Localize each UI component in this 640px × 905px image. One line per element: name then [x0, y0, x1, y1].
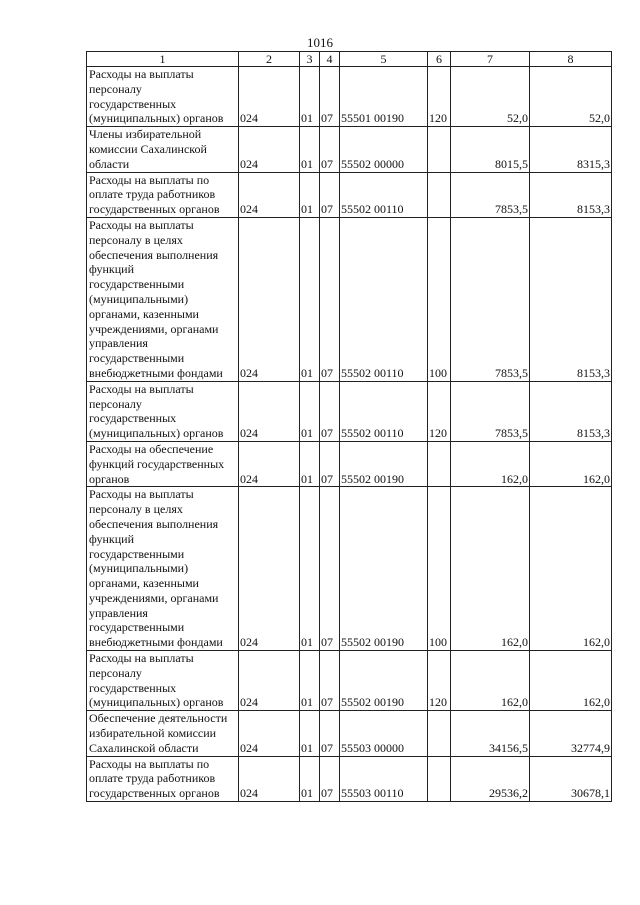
target-article-cell: 55502 00000	[340, 127, 428, 172]
amount-year1-cell: 7853,5	[451, 217, 530, 381]
table-row	[87, 651, 612, 711]
expense-name-line: Расходы на выплаты по	[89, 172, 210, 187]
expense-name-line: Расходы на выплаты	[89, 651, 194, 666]
expense-name-line: функций	[89, 531, 134, 546]
column-header: 5	[340, 52, 428, 67]
subsection-code-cell: 07	[320, 217, 340, 381]
expense-type-cell: 120	[428, 67, 451, 127]
section-code-cell: 01	[300, 127, 320, 172]
subsection-code-cell: 07	[320, 172, 340, 217]
expense-name-cell	[87, 711, 239, 756]
column-header: 4	[320, 52, 340, 67]
amount-year1-cell: 7853,5	[451, 172, 530, 217]
table-row	[87, 381, 612, 441]
amount-year2-cell: 8153,3	[530, 217, 612, 381]
expense-name-line: государственными	[89, 351, 185, 366]
expense-name-line: персоналу	[89, 81, 142, 96]
target-article-cell: 55503 00110	[340, 756, 428, 801]
expense-name-line: оплате труда работников	[89, 187, 216, 202]
target-article-cell: 55503 00000	[340, 711, 428, 756]
amount-year1-cell: 29536,2	[451, 756, 530, 801]
amount-year1-cell: 34156,5	[451, 711, 530, 756]
expense-type-cell	[428, 756, 451, 801]
expense-type-cell	[428, 172, 451, 217]
table-row	[87, 487, 612, 651]
expense-name-line: (муниципальных) органов	[89, 695, 224, 710]
expense-type-cell: 100	[428, 217, 451, 381]
ministry-code-cell: 024	[239, 127, 300, 172]
target-article-cell: 55501 00190	[340, 67, 428, 127]
expense-name-line: обеспечения выполнения	[89, 516, 219, 531]
expense-name-line: внебюджетными фондами	[89, 635, 223, 650]
amount-year2-cell: 162,0	[530, 651, 612, 711]
column-header: 6	[428, 52, 451, 67]
expense-name-line: избирательной комиссии	[89, 726, 217, 741]
expense-name-line: государственных	[89, 411, 177, 426]
table-row	[87, 127, 612, 172]
expense-name-line: Члены избирательной	[89, 127, 202, 142]
expense-name-line: внебюджетными фондами	[89, 365, 223, 380]
section-code-cell: 01	[300, 172, 320, 217]
budget-table	[86, 51, 612, 802]
expense-name-line: органами, казенными	[89, 306, 199, 321]
expense-name-cell	[87, 217, 239, 381]
ministry-code-cell: 024	[239, 381, 300, 441]
expense-name-line: Сахалинской области	[89, 740, 199, 755]
expense-name-line: управления	[89, 336, 148, 351]
ministry-code-cell: 024	[239, 441, 300, 486]
table-body	[87, 67, 612, 802]
expense-type-cell: 120	[428, 651, 451, 711]
expense-type-cell	[428, 711, 451, 756]
page-number: 1016	[307, 35, 333, 50]
expense-name-line: государственными	[89, 620, 185, 635]
expense-name-cell	[87, 487, 239, 651]
section-code-cell: 01	[300, 711, 320, 756]
expense-name-line: комиссии Сахалинской	[89, 141, 207, 156]
expense-name-line: Расходы на выплаты по	[89, 756, 210, 771]
amount-year2-cell: 162,0	[530, 441, 612, 486]
expense-name-line: государственными	[89, 277, 185, 292]
expense-name-line: (муниципальных) органов	[89, 426, 224, 441]
column-header: 3	[300, 52, 320, 67]
ministry-code-cell: 024	[239, 651, 300, 711]
expense-type-cell: 100	[428, 487, 451, 651]
expense-name-line: персоналу	[89, 665, 142, 680]
expense-name-line: (муниципальными)	[89, 561, 189, 576]
table-row	[87, 172, 612, 217]
target-article-cell: 55502 00110	[340, 172, 428, 217]
subsection-code-cell: 07	[320, 127, 340, 172]
ministry-code-cell: 024	[239, 487, 300, 651]
ministry-code-cell: 024	[239, 67, 300, 127]
target-article-cell: 55502 00190	[340, 441, 428, 486]
amount-year2-cell: 162,0	[530, 487, 612, 651]
target-article-cell: 55502 00110	[340, 217, 428, 381]
expense-name-line: государственными	[89, 546, 185, 561]
amount-year2-cell: 32774,9	[530, 711, 612, 756]
amount-year2-cell: 52,0	[530, 67, 612, 127]
expense-name-cell	[87, 67, 239, 127]
amount-year1-cell: 162,0	[451, 651, 530, 711]
subsection-code-cell: 07	[320, 651, 340, 711]
section-code-cell: 01	[300, 381, 320, 441]
section-code-cell: 01	[300, 217, 320, 381]
table-row	[87, 711, 612, 756]
amount-year1-cell: 52,0	[451, 67, 530, 127]
subsection-code-cell: 07	[320, 441, 340, 486]
expense-name-line: органами, казенными	[89, 576, 199, 591]
column-header: 8	[530, 52, 612, 67]
expense-name-line: оплате труда работников	[89, 771, 216, 786]
amount-year2-cell: 8315,3	[530, 127, 612, 172]
table-row	[87, 67, 612, 127]
column-header: 7	[451, 52, 530, 67]
amount-year2-cell: 30678,1	[530, 756, 612, 801]
subsection-code-cell: 07	[320, 711, 340, 756]
expense-name-cell	[87, 756, 239, 801]
expense-name-line: государственных органов	[89, 786, 220, 801]
expense-name-line: персоналу в целях	[89, 502, 183, 517]
expense-name-cell	[87, 381, 239, 441]
target-article-cell: 55502 00110	[340, 381, 428, 441]
section-code-cell: 01	[300, 651, 320, 711]
expense-name-line: государственных органов	[89, 202, 220, 217]
amount-year1-cell: 162,0	[451, 441, 530, 486]
expense-name-line: органов	[89, 471, 130, 486]
section-code-cell: 01	[300, 756, 320, 801]
expense-name-line: учреждениями, органами	[89, 590, 219, 605]
expense-name-line: Расходы на выплаты	[89, 381, 194, 396]
amount-year1-cell: 8015,5	[451, 127, 530, 172]
column-header: 1	[87, 52, 239, 67]
table-row	[87, 441, 612, 486]
expense-name-line: (муниципальных) органов	[89, 111, 224, 126]
ministry-code-cell: 024	[239, 172, 300, 217]
expense-name-line: (муниципальными)	[89, 291, 189, 306]
expense-name-line: учреждениями, органами	[89, 321, 219, 336]
table-row	[87, 217, 612, 381]
expense-name-cell	[87, 127, 239, 172]
target-article-cell: 55502 00190	[340, 487, 428, 651]
amount-year1-cell: 7853,5	[451, 381, 530, 441]
expense-name-line: управления	[89, 605, 148, 620]
expense-type-cell	[428, 441, 451, 486]
ministry-code-cell: 024	[239, 217, 300, 381]
expense-name-line: функций государственных	[89, 456, 225, 471]
expense-name-line: государственных	[89, 96, 177, 111]
ministry-code-cell: 024	[239, 711, 300, 756]
section-code-cell: 01	[300, 441, 320, 486]
subsection-code-cell: 07	[320, 487, 340, 651]
table-row	[87, 756, 612, 801]
table-header	[87, 52, 612, 67]
header-row	[87, 52, 612, 67]
subsection-code-cell: 07	[320, 67, 340, 127]
expense-name-line: Расходы на выплаты	[89, 217, 194, 232]
expense-name-line: Обеспечение деятельности	[89, 711, 228, 726]
expense-name-cell	[87, 172, 239, 217]
expense-name-cell	[87, 651, 239, 711]
subsection-code-cell: 07	[320, 381, 340, 441]
expense-name-line: обеспечения выполнения	[89, 247, 219, 262]
expense-name-cell	[87, 441, 239, 486]
expense-name-line: Расходы на выплаты	[89, 67, 194, 81]
expense-name-line: персоналу	[89, 396, 142, 411]
section-code-cell: 01	[300, 67, 320, 127]
subsection-code-cell: 07	[320, 756, 340, 801]
expense-type-cell: 120	[428, 381, 451, 441]
expense-name-line: области	[89, 156, 130, 171]
expense-name-line: Расходы на обеспечение	[89, 441, 214, 456]
amount-year2-cell: 8153,3	[530, 381, 612, 441]
expense-name-line: государственных	[89, 680, 177, 695]
expense-name-line: Расходы на выплаты	[89, 487, 194, 502]
target-article-cell: 55502 00190	[340, 651, 428, 711]
expense-type-cell	[428, 127, 451, 172]
column-header: 2	[239, 52, 300, 67]
expense-name-line: персоналу в целях	[89, 232, 183, 247]
section-code-cell: 01	[300, 487, 320, 651]
ministry-code-cell: 024	[239, 756, 300, 801]
amount-year2-cell: 8153,3	[530, 172, 612, 217]
expense-name-line: функций	[89, 262, 134, 277]
amount-year1-cell: 162,0	[451, 487, 530, 651]
